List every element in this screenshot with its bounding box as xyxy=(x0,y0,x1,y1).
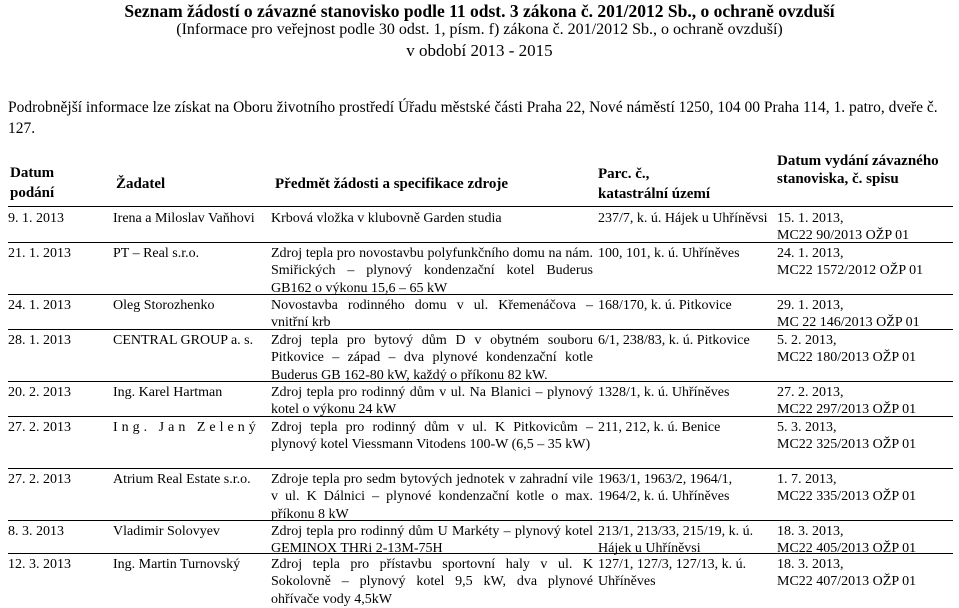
row-ref: MC22 407/2013 OŽP 01 xyxy=(777,574,917,590)
row-issued xyxy=(777,210,955,245)
row-subject: Zdroj tepla pro rodinný dům v ul. Na Blanici – plynový kotel o výkonu 24 kW xyxy=(271,385,593,418)
row-rule xyxy=(8,329,953,330)
row-applicant: Ing. Karel Hartman xyxy=(113,385,223,400)
header-rule xyxy=(8,206,953,207)
row-applicant: CENTRAL GROUP a. s. xyxy=(113,333,254,348)
header-issued: Datum vydání závazného stanoviska, č. spisu xyxy=(777,153,939,187)
row-date: 27. 2. 2013 xyxy=(8,420,71,435)
row-issued-date: 5. 3. 2013, xyxy=(777,420,837,435)
row-parcel: 213/1, 213/33, 215/19, k. ú. Hájek u Uhříněvsi xyxy=(598,524,754,557)
row-date: 24. 1. 2013 xyxy=(8,298,71,313)
header-date: Datum podání xyxy=(10,165,55,201)
row-date: 12. 3. 2013 xyxy=(8,557,71,572)
row-ref: MC22 297/2013 OŽP 01 xyxy=(777,402,917,418)
row-issued xyxy=(777,384,955,419)
row-issued xyxy=(777,556,955,591)
info-paragraph: Podrobnější informace lze získat na Oboru životního prostředí Úřadu městské části Praha 22, Nové náměstí 1250, 104 00 Praha 114, 1. patro, dveře č. 127. xyxy=(8,99,938,137)
row-subject: Zdroj tepla pro rodinný dům U Markéty – plynový kotel GEMINOX THRi 2-13M-75H xyxy=(271,524,593,557)
row-date: 27. 2. 2013 xyxy=(8,472,71,487)
row-issued-date: 29. 1. 2013, xyxy=(777,298,844,313)
row-parcel: 168/170, k. ú. Pitkovice xyxy=(598,298,732,313)
row-issued-date: 18. 3. 2013, xyxy=(777,557,844,572)
row-applicant: Atrium Real Estate s.r.o. xyxy=(113,472,251,487)
row-subject: Zdroje tepla pro sedm bytových jednotek v zahradní vile v ul. K Dálnici – plynové kondenzační kotle o max. příkonu 8 kW xyxy=(271,472,593,522)
row-issued xyxy=(777,471,955,506)
row-issued-date: 24. 1. 2013, xyxy=(777,246,844,261)
row-rule xyxy=(8,242,953,243)
row-issued-date: 27. 2. 2013, xyxy=(777,385,844,400)
row-applicant: Irena a Miloslav Vaňhovi xyxy=(113,211,255,226)
document-title: Seznam žádostí o závazné stanovisko podle 11 odst. 3 zákona č. 201/2012 Sb., o ochraně ovzduší xyxy=(124,1,835,21)
row-issued-date: 1. 7. 2013, xyxy=(777,472,837,487)
row-ref: MC 22 146/2013 OŽP 01 xyxy=(777,315,920,331)
row-ref: MC22 335/2013 OŽP 01 xyxy=(777,489,917,505)
header-subject: Předmět žádosti a specifikace zdroje xyxy=(275,176,508,192)
row-issued-date: 18. 3. 2013, xyxy=(777,524,844,539)
row-applicant: Oleg Storozhenko xyxy=(113,298,215,313)
row-subject: Zdroj tepla pro novostavbu polyfunkčního domu na nám. Smiřických – plynový kondenzační kotel Buderus GB162 o výkonu 15,6 – 65 kW xyxy=(271,246,593,296)
row-issued-date: 5. 2. 2013, xyxy=(777,333,837,348)
row-ref: MC22 90/2013 OŽP 01 xyxy=(777,228,910,244)
document-period: v období 2013 - 2015 xyxy=(406,41,553,60)
row-date: 9. 1. 2013 xyxy=(8,211,64,226)
row-parcel: 1963/1, 1963/2, 1964/1, 1964/2, k. ú. Uhříněves xyxy=(598,472,733,505)
row-rule xyxy=(8,416,953,417)
row-subject: Krbová vložka v klubovně Garden studia xyxy=(271,211,502,226)
document-subtitle: (Informace pro veřejnost podle 30 odst. 1, písm. f) zákona č. 201/2012 Sb., o ochraně ovzduší) xyxy=(176,21,783,38)
row-rule xyxy=(8,294,953,295)
row-rule xyxy=(8,520,953,521)
row-issued xyxy=(777,245,955,280)
row-applicant: Ing. Jan Zelený xyxy=(113,420,260,435)
row-ref: MC22 180/2013 OŽP 01 xyxy=(777,350,917,366)
row-ref: MC22 325/2013 OŽP 01 xyxy=(777,437,917,453)
row-ref: MC22 1572/2012 OŽP 01 xyxy=(777,263,924,279)
header-applicant: Žadatel xyxy=(116,176,166,192)
row-parcel: 237/7, k. ú. Hájek u Uhříněvsi xyxy=(598,211,768,226)
row-parcel: 211, 212, k. ú. Benice xyxy=(598,420,721,435)
row-parcel: 127/1, 127/3, 127/13, k. ú. Uhříněves xyxy=(598,557,747,590)
row-issued xyxy=(777,419,955,454)
row-date: 21. 1. 2013 xyxy=(8,246,71,261)
row-rule xyxy=(8,468,953,469)
row-issued xyxy=(777,332,955,367)
row-subject: Zdroj tepla pro přístavbu sportovní haly v ul. K Sokolovně – plynový kotel 9,5 kW, dva plynové ohřívače vody 4,5kW xyxy=(271,557,593,607)
row-applicant: Ing. Martin Turnovský xyxy=(113,557,241,572)
row-subject: Zdroj tepla pro rodinný dům v ul. K Pitkovicům – plynový kotel Viessmann Vitodens 100-W (6,5 – 35 kW) xyxy=(271,420,593,453)
row-parcel: 1328/1, k. ú. Uhříněves xyxy=(598,385,730,400)
row-subject: Zdroj tepla pro bytový dům D v obytném souboru Pitkovice – západ – dva plynové kondenzační kotle Buderus GB 162-80 kW, každý o příkonu 82 kW. xyxy=(271,333,593,383)
row-date: 20. 2. 2013 xyxy=(8,385,71,400)
row-subject: Novostavba rodinného domu v ul. Křemenáčova – vnitřní krb xyxy=(271,298,593,331)
row-ref: MC22 405/2013 OŽP 01 xyxy=(777,541,917,557)
row-issued xyxy=(777,297,955,332)
row-rule xyxy=(8,553,953,554)
row-date: 8. 3. 2013 xyxy=(8,524,64,539)
row-date: 28. 1. 2013 xyxy=(8,333,71,348)
row-applicant: Vladimir Solovyev xyxy=(113,524,220,539)
row-parcel: 6/1, 238/83, k. ú. Pitkovice xyxy=(598,333,750,348)
row-rule xyxy=(8,381,953,382)
row-issued-date: 15. 1. 2013, xyxy=(777,211,844,226)
header-parcel: Parc. č., katastrální území xyxy=(598,166,711,202)
row-applicant: PT – Real s.r.o. xyxy=(113,246,200,261)
row-parcel: 100, 101, k. ú. Uhříněves xyxy=(598,246,740,261)
